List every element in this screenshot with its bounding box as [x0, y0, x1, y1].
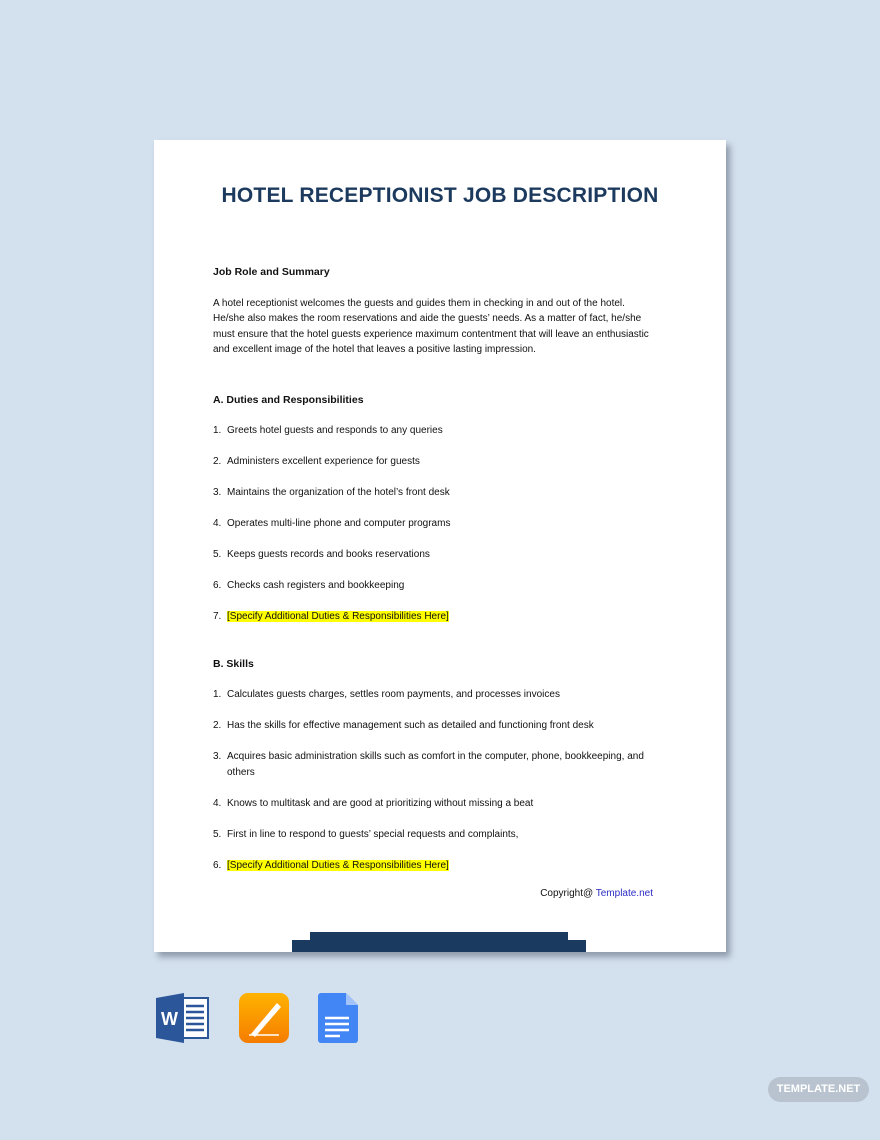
summary-heading: Job Role and Summary — [213, 266, 330, 278]
word-icon[interactable] — [156, 993, 210, 1043]
list-number: 1. — [213, 689, 222, 700]
list-number: 5. — [213, 829, 222, 840]
summary-line: must ensure that the hotel guests experience maximum contentment that will leave an enthusiastic — [213, 329, 649, 340]
list-number: 3. — [213, 487, 222, 498]
summary-line: and excellent image of the hotel that leaves a positive lasting impression. — [213, 344, 536, 355]
svg-text:W: W — [161, 1009, 178, 1029]
list-number: 4. — [213, 798, 222, 809]
list-text: Has the skills for effective management such as detailed and functioning front desk — [227, 720, 594, 731]
list-number: 6. — [213, 580, 222, 591]
list-text: Operates multi-line phone and computer programs — [227, 518, 451, 529]
list-item — [213, 720, 594, 731]
list-text: Keeps guests records and books reservations — [227, 549, 430, 560]
summary-line: He/she also makes the room reservations and aide the guests’ needs. As a matter of fact, he/she — [213, 313, 642, 324]
list-text: First in line to respond to guests’ special requests and complaints, — [227, 829, 519, 840]
list-item — [213, 689, 560, 700]
list-item — [213, 487, 450, 498]
list-text: Checks cash registers and bookkeeping — [227, 580, 405, 591]
list-text: Administers excellent experience for guests — [227, 456, 420, 467]
list-number: 3. — [213, 751, 222, 762]
list-number: 4. — [213, 518, 222, 529]
copyright-text: Copyright@ — [540, 888, 596, 899]
duties-heading: A. Duties and Responsibilities — [213, 394, 364, 406]
list-item — [213, 456, 420, 467]
copyright-link[interactable]: Template.net — [595, 888, 653, 899]
list-text: Maintains the organization of the hotel’s front desk — [227, 487, 450, 498]
list-number: 6. — [213, 860, 222, 871]
skills-heading: B. Skills — [213, 658, 254, 670]
list-item — [213, 860, 449, 871]
list-text: Greets hotel guests and responds to any queries — [227, 425, 443, 436]
list-number: 5. — [213, 549, 222, 560]
document-page — [154, 140, 726, 952]
list-item — [213, 518, 450, 529]
format-icons — [156, 993, 358, 1043]
list-number: 1. — [213, 425, 222, 436]
summary-line: A hotel receptionist welcomes the guests and guides them in checking in and out of the hotel. — [213, 298, 625, 309]
list-item — [213, 798, 533, 809]
list-item — [213, 580, 404, 591]
list-text: [Specify Additional Duties & Responsibilities Here] — [227, 611, 449, 622]
list-number: 2. — [213, 456, 222, 467]
footer-bar-top — [310, 932, 568, 952]
list-number: 7. — [213, 611, 222, 622]
google-docs-icon[interactable] — [318, 993, 358, 1043]
list-item — [213, 611, 449, 622]
list-text: [Specify Additional Duties & Responsibilities Here] — [227, 860, 449, 871]
list-item — [213, 425, 443, 436]
document-title: HOTEL RECEPTIONIST JOB DESCRIPTION — [221, 184, 659, 207]
list-number: 2. — [213, 720, 222, 731]
list-text: Calculates guests charges, settles room payments, and processes invoices — [227, 689, 560, 700]
list-item — [213, 829, 518, 840]
list-item — [213, 549, 430, 560]
copyright — [540, 888, 653, 899]
list-text: Acquires basic administration skills such as comfort in the computer, phone, bookkeeping, and — [227, 751, 644, 762]
pages-icon[interactable] — [239, 993, 289, 1043]
list-item — [213, 751, 644, 762]
list-text-continued: others — [227, 767, 255, 778]
list-text: Knows to multitask and are good at prioritizing without missing a beat — [227, 798, 534, 809]
template-net-badge[interactable]: TEMPLATE.NET — [768, 1077, 869, 1102]
